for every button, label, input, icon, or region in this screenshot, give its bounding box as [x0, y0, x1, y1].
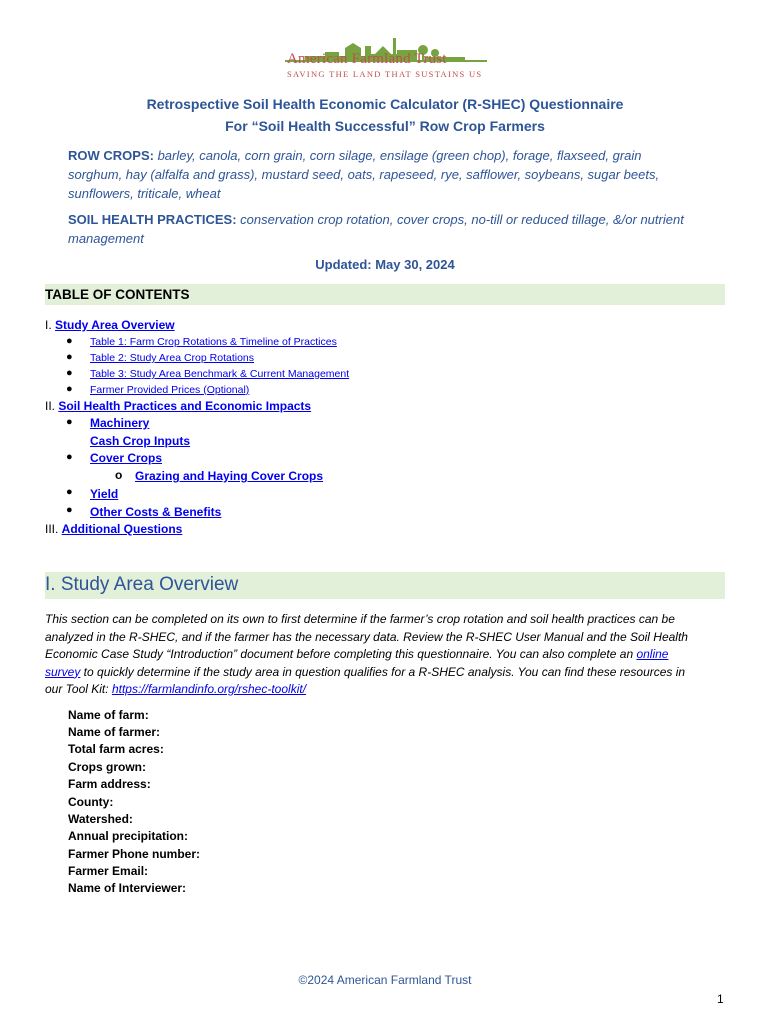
section-1-intro — [45, 611, 725, 699]
toc-section-1-prefix: I. — [45, 318, 56, 332]
toc-link-study-area-overview[interactable]: Study Area Overview — [55, 318, 175, 332]
field-watershed: Watershed: — [68, 812, 133, 826]
bullet-icon: ● — [66, 504, 73, 516]
footer-copyright: ©2024 American Farmland Trust — [298, 973, 472, 987]
bullet-icon: ● — [66, 451, 73, 463]
toc-heading: TABLE OF CONTENTS — [45, 287, 190, 302]
field-farmer-email: Farmer Email: — [68, 864, 149, 878]
field-farmer-phone: Farmer Phone number: — [68, 847, 201, 861]
page-number: 1 — [717, 992, 724, 1006]
bullet-icon: ● — [66, 335, 73, 347]
intro-line-2: analyzed in the R-SHEC, and if the farmer has the necessary data. Review the R-SHEC User Manual and the Soil Health — [45, 629, 688, 644]
toc-heading-band — [45, 284, 725, 305]
row-crops-text-3: sunflowers, triticale, wheat — [68, 186, 221, 201]
row-crops-text-1: barley, canola, corn grain, corn silage, ensilage (green chop), forage, flaxseed, grain — [153, 148, 642, 163]
bullet-icon: ● — [66, 351, 73, 363]
field-name-of-interviewer: Name of Interviewer: — [68, 881, 187, 895]
bullet-icon: ● — [66, 486, 73, 498]
field-name-of-farmer: Name of farmer: — [68, 725, 161, 739]
row-crops-label: ROW CROPS: — [68, 148, 154, 163]
online-survey-link-cont[interactable]: survey — [45, 664, 81, 679]
field-name-of-farm: Name of farm: — [68, 708, 149, 722]
field-annual-precipitation: Annual precipitation: — [68, 829, 188, 843]
toc-link-table2[interactable]: Table 2: Study Area Crop Rotations — [90, 352, 255, 364]
toc-link-machinery[interactable]: Machinery — [90, 416, 150, 430]
toc-link-cover-crops[interactable]: Cover Crops — [90, 451, 163, 465]
bullet-icon: ● — [66, 416, 73, 428]
toc-link-farmer-prices[interactable]: Farmer Provided Prices (Optional) — [90, 384, 250, 396]
toc-link-yield[interactable]: Yield — [90, 487, 119, 501]
section-1-heading: I. Study Area Overview — [45, 574, 239, 595]
toc-link-grazing-haying[interactable]: Grazing and Haying Cover Crops — [135, 469, 324, 483]
bullet-icon: ● — [66, 383, 73, 395]
field-farm-address: Farm address: — [68, 777, 151, 791]
toc-link-other-costs[interactable]: Other Costs & Benefits — [90, 505, 222, 519]
toc-link-additional-questions[interactable]: Additional Questions — [61, 522, 183, 536]
logo-name: American Farmland Trust — [287, 51, 447, 67]
practices-label: SOIL HEALTH PRACTICES: — [68, 212, 237, 227]
online-survey-link[interactable]: online — [636, 647, 669, 661]
practices-block — [68, 210, 708, 248]
toc-link-soil-health-practices[interactable]: Soil Health Practices and Economic Impacts — [58, 399, 312, 413]
toc-section-1 — [45, 318, 175, 332]
sub-bullet-marker: o — [115, 468, 123, 482]
intro-line-3: Economic Case Study “Introduction” document before completing this questionnaire. You can also complete an — [45, 647, 637, 661]
section-1-heading-band — [45, 572, 725, 599]
intro-line-5: our Tool Kit: — [45, 682, 112, 696]
field-total-farm-acres: Total farm acres: — [68, 742, 164, 756]
toc-section-2-prefix: II. — [45, 399, 59, 413]
field-county: County: — [68, 795, 114, 809]
toc-section-2 — [45, 399, 311, 413]
field-crops-grown: Crops grown: — [68, 760, 146, 774]
row-crops-text-2: sorghum, hay (alfalfa and grass), mustard seed, oats, rapeseed, rye, safflower, soybeans, sugar beets, — [68, 167, 660, 182]
toc-section-3 — [45, 522, 182, 536]
logo-tagline: SAVING THE LAND THAT SUSTAINS US — [287, 69, 483, 79]
toc-link-table1[interactable]: Table 1: Farm Crop Rotations & Timeline of Practices — [90, 336, 337, 348]
toc-section-3-prefix: III. — [45, 522, 62, 536]
intro-line-4: to quickly determine if the study area in question qualifies for a R-SHEC analysis. You can find these resources in — [80, 664, 686, 679]
toolkit-link[interactable]: https://farmlandinfo.org/rshec-toolkit/ — [111, 682, 307, 696]
practices-text-1: conservation crop rotation, cover crops, no-till or reduced tillage, &/or nutrient — [236, 212, 684, 227]
document-title-line1: Retrospective Soil Health Economic Calculator (R-SHEC) Questionnaire — [146, 96, 624, 112]
row-crops-block — [68, 146, 708, 203]
updated-date: Updated: May 30, 2024 — [315, 257, 455, 272]
intro-line-1: This section can be completed on its own to first determine if the farmer’s crop rotation and soil health practices can be — [45, 612, 675, 626]
toc-link-table3[interactable]: Table 3: Study Area Benchmark & Current Management — [90, 368, 350, 380]
bullet-icon: ● — [66, 367, 73, 379]
toc-link-cash-crop-inputs[interactable]: Cash Crop Inputs — [90, 434, 191, 448]
practices-text-2: management — [68, 231, 144, 246]
document-title-line2: For “Soil Health Successful” Row Crop Farmers — [225, 118, 545, 134]
